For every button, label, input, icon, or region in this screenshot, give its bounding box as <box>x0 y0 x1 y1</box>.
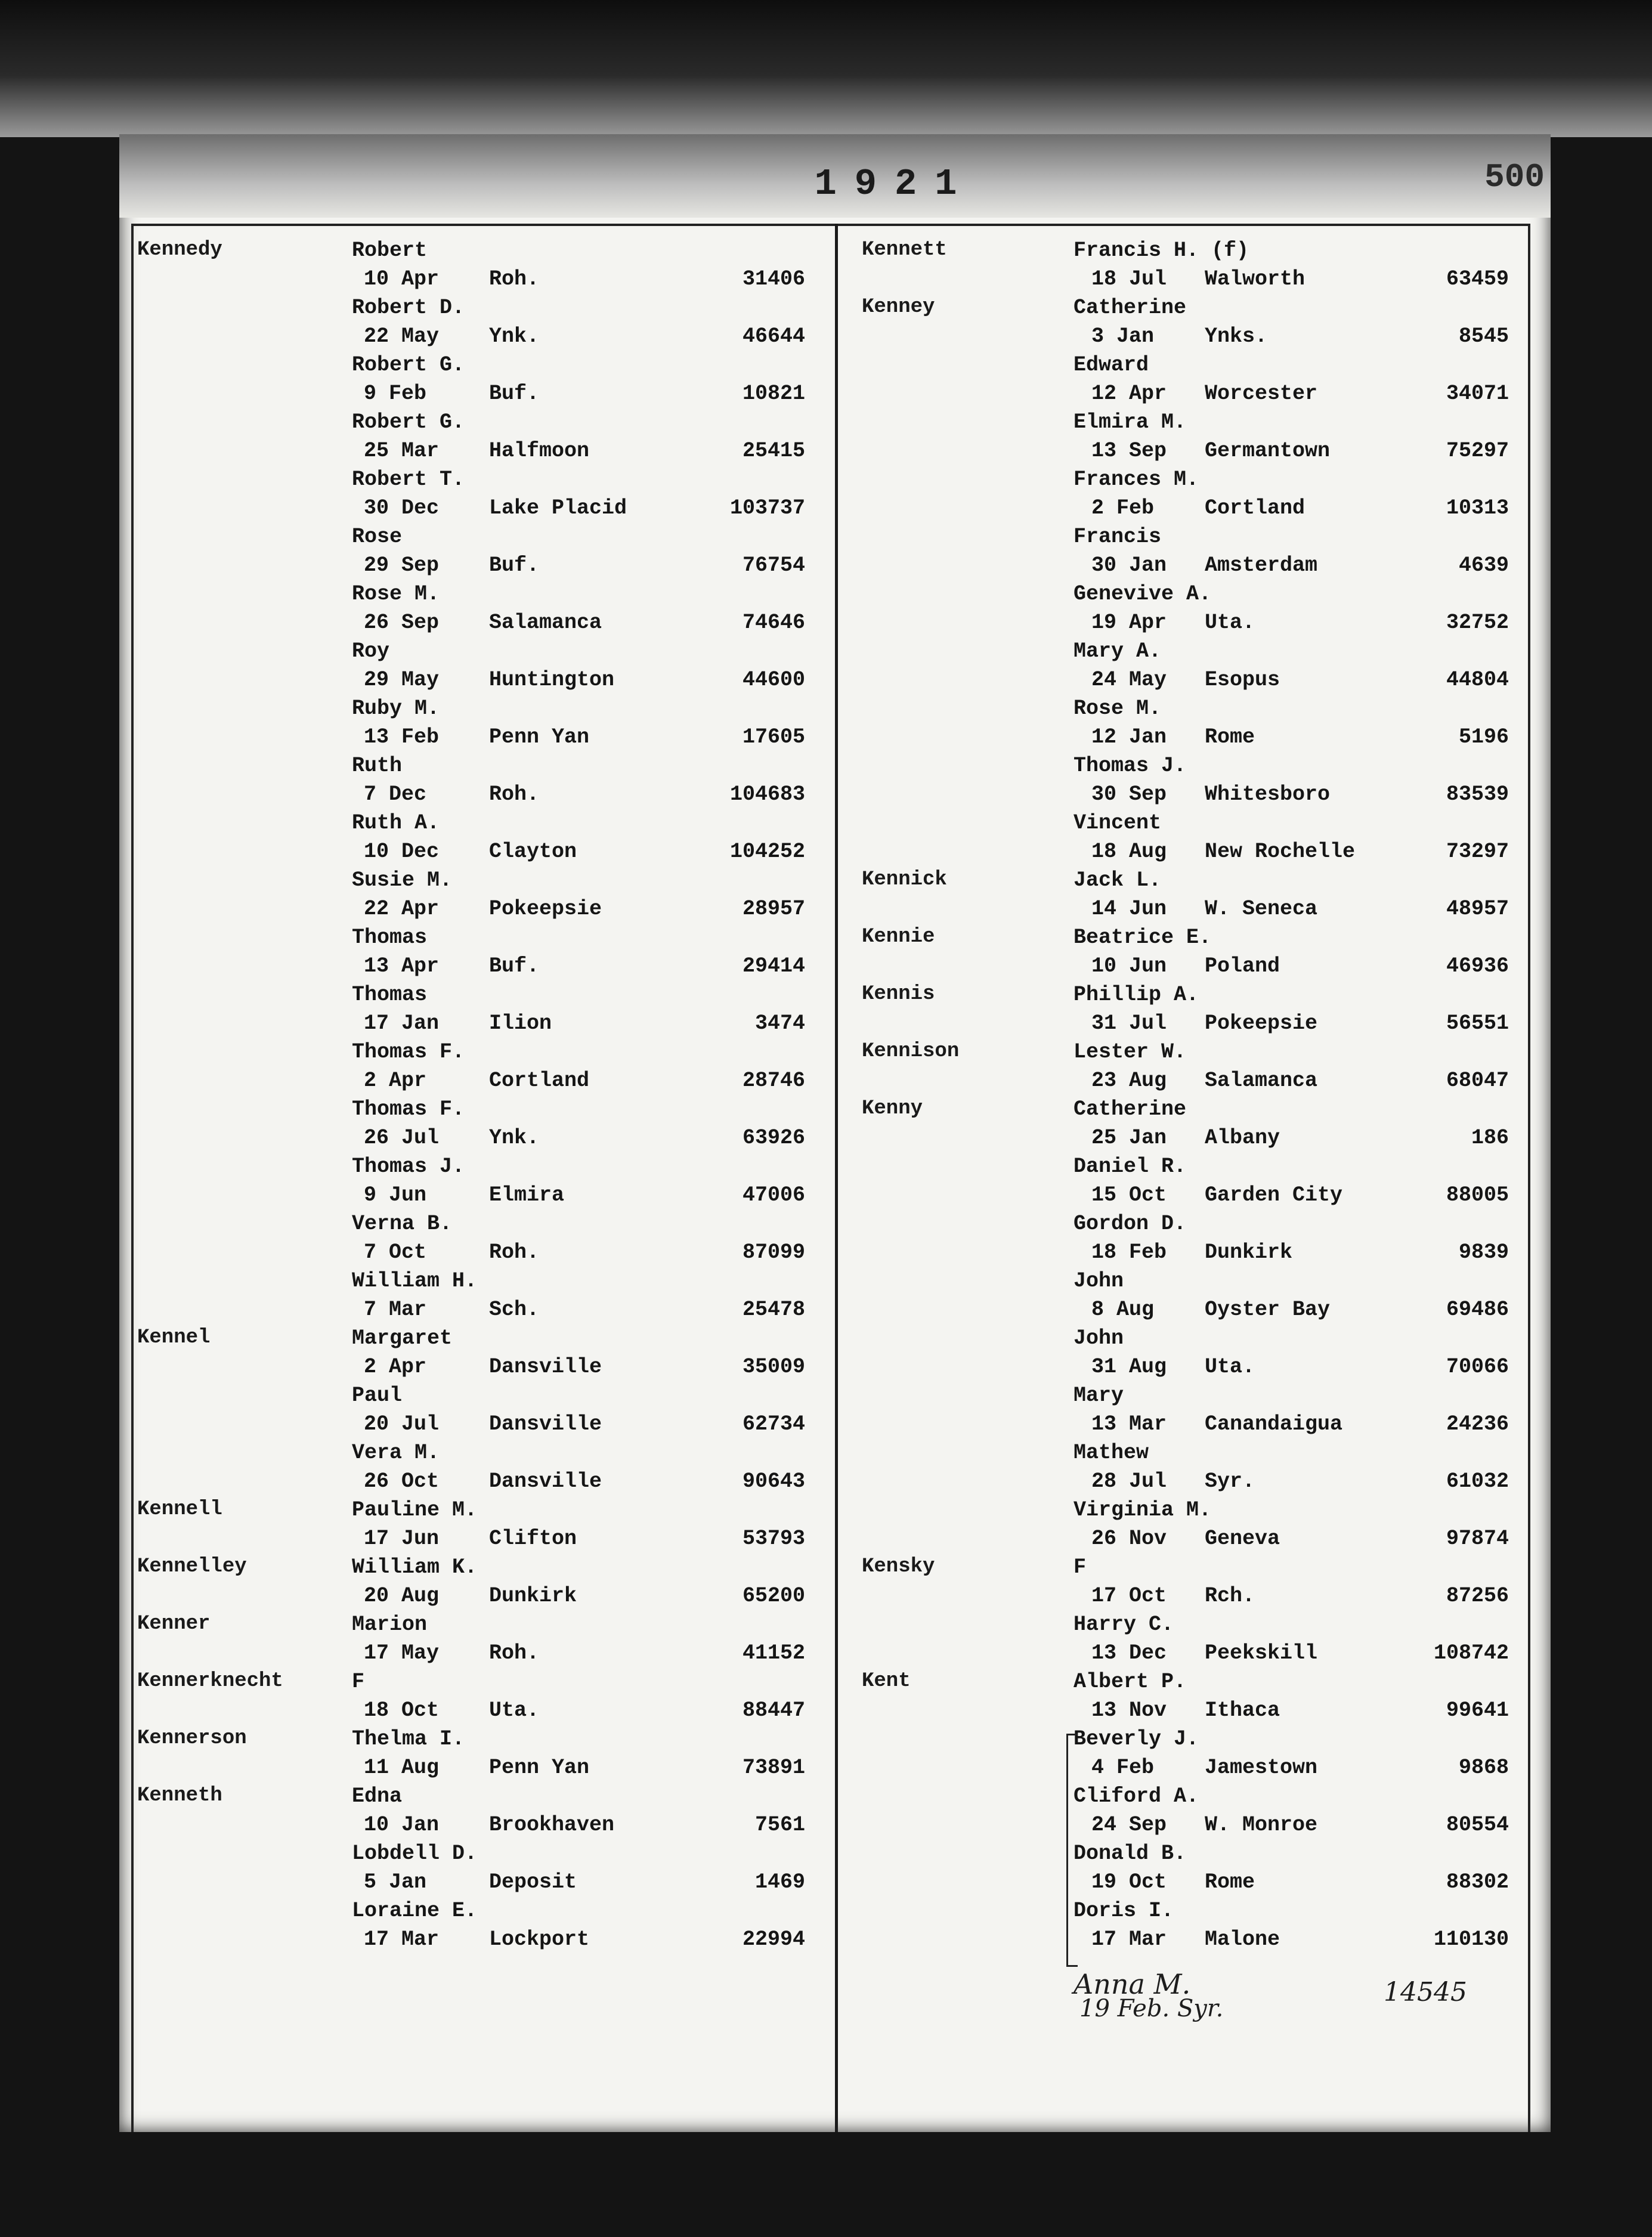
record-date: 10 Dec <box>364 840 440 864</box>
surname-label: Kennel <box>137 1326 211 1349</box>
certificate-number: 80554 <box>1446 1813 1509 1837</box>
surname-label: Kennerson <box>137 1727 247 1750</box>
given-name: Beverly J. <box>1074 1727 1199 1751</box>
given-name: Francis <box>1074 525 1162 549</box>
given-name: Thomas F. <box>352 1097 465 1121</box>
certificate-number: 97874 <box>1446 1527 1509 1551</box>
given-name: Marion <box>352 1613 428 1636</box>
record-place: Penn Yan <box>489 725 590 749</box>
record-date: 26 Jul <box>364 1126 440 1150</box>
record-date: 26 Nov <box>1091 1527 1167 1551</box>
record-date: 22 May <box>364 324 440 348</box>
handwritten-bracket <box>1066 1734 1078 1967</box>
certificate-number: 186 <box>1471 1126 1509 1150</box>
surname-label: Kennison <box>862 1040 960 1063</box>
record-place: Esopus <box>1205 668 1280 692</box>
record-place: Rome <box>1205 725 1255 749</box>
surname-label: Kenner <box>137 1613 211 1635</box>
record-date: 5 Jan <box>364 1870 427 1894</box>
certificate-number: 28957 <box>742 897 805 921</box>
handwritten-name: Anna M. <box>1074 1968 1191 2000</box>
record-date: 29 Sep <box>364 553 440 577</box>
record-place: Albany <box>1205 1126 1280 1150</box>
certificate-number: 70066 <box>1446 1355 1509 1379</box>
record-date: 26 Oct <box>364 1469 440 1493</box>
record-place: Dansville <box>489 1412 602 1436</box>
record-place: Roh. <box>489 1240 540 1264</box>
record-place: Roh. <box>489 267 540 291</box>
record-date: 20 Aug <box>364 1584 440 1608</box>
record-place: Halfmoon <box>489 439 590 463</box>
record-date: 7 Dec <box>364 782 427 806</box>
certificate-number: 110130 <box>1433 1927 1509 1951</box>
certificate-number: 63459 <box>1446 267 1509 291</box>
record-place: Rch. <box>1205 1584 1255 1608</box>
index-page <box>119 134 1551 2132</box>
certificate-number: 75297 <box>1446 439 1509 463</box>
given-name: Jack L. <box>1074 868 1162 892</box>
certificate-number: 76754 <box>742 553 805 577</box>
given-name: Edna <box>352 1784 403 1808</box>
record-date: 9 Feb <box>364 382 427 406</box>
certificate-number: 24236 <box>1446 1412 1509 1436</box>
record-place: Syr. <box>1205 1469 1255 1493</box>
certificate-number: 73891 <box>742 1756 805 1780</box>
given-name: Lester W. <box>1074 1040 1187 1064</box>
certificate-number: 87099 <box>742 1240 805 1264</box>
handwritten-number: 14545 <box>1384 1977 1467 2007</box>
given-name: William H. <box>352 1269 478 1293</box>
page-number: 500 <box>1484 158 1545 196</box>
certificate-number: 25478 <box>742 1298 805 1322</box>
certificate-number: 88447 <box>742 1698 805 1722</box>
given-name: Harry C. <box>1074 1613 1174 1636</box>
record-date: 2 Apr <box>364 1355 427 1379</box>
given-name: Mathew <box>1074 1441 1149 1465</box>
certificate-number: 68047 <box>1446 1069 1509 1093</box>
given-name: John <box>1074 1269 1124 1293</box>
record-place: Huntington <box>489 668 615 692</box>
record-date: 13 Nov <box>1091 1698 1167 1722</box>
given-name: William K. <box>352 1555 478 1579</box>
certificate-number: 29414 <box>742 954 805 978</box>
certificate-number: 61032 <box>1446 1469 1509 1493</box>
record-date: 17 Oct <box>1091 1584 1167 1608</box>
given-name: Catherine <box>1074 296 1187 320</box>
given-name: Mary A. <box>1074 639 1162 663</box>
record-date: 25 Jan <box>1091 1126 1167 1150</box>
record-date: 7 Oct <box>364 1240 427 1264</box>
page-frame-right <box>1528 224 1530 2132</box>
record-date: 13 Sep <box>1091 439 1167 463</box>
record-date: 8 Aug <box>1091 1298 1155 1322</box>
surname-label: Kennelley <box>137 1555 247 1578</box>
record-date: 3 Jan <box>1091 324 1155 348</box>
surname-label: Kennerknecht <box>137 1670 283 1693</box>
certificate-number: 48957 <box>1446 897 1509 921</box>
given-name: Donald B. <box>1074 1842 1187 1865</box>
given-name: John <box>1074 1326 1124 1350</box>
page-frame-left <box>131 224 134 2132</box>
record-date: 28 Jul <box>1091 1469 1167 1493</box>
certificate-number: 7561 <box>754 1813 805 1837</box>
record-date: 4 Feb <box>1091 1756 1155 1780</box>
record-place: Penn Yan <box>489 1756 590 1780</box>
surname-label: Kent <box>862 1670 911 1693</box>
given-name: Susie M. <box>352 868 453 892</box>
record-place: Ithaca <box>1205 1698 1280 1722</box>
record-date: 24 May <box>1091 668 1167 692</box>
given-name: Roy <box>352 639 390 663</box>
certificate-number: 5196 <box>1458 725 1509 749</box>
given-name: F <box>352 1670 365 1694</box>
record-place: Cortland <box>489 1069 590 1093</box>
given-name: Genevive A. <box>1074 582 1212 606</box>
record-date: 29 May <box>364 668 440 692</box>
record-place: Peekskill <box>1205 1641 1318 1665</box>
record-date: 31 Jul <box>1091 1011 1167 1035</box>
certificate-number: 41152 <box>742 1641 805 1665</box>
record-date: 13 Apr <box>364 954 440 978</box>
surname-label: Kennis <box>862 983 935 1005</box>
surname-label: Kenny <box>862 1097 923 1120</box>
certificate-number: 10313 <box>1446 496 1509 520</box>
record-place: Malone <box>1205 1927 1280 1951</box>
record-place: Worcester <box>1205 382 1318 406</box>
record-place: Rome <box>1205 1870 1255 1894</box>
record-place: Ynks. <box>1205 324 1268 348</box>
certificate-number: 88302 <box>1446 1870 1509 1894</box>
certificate-number: 10821 <box>742 382 805 406</box>
surname-label: Kensky <box>862 1555 935 1578</box>
certificate-number: 46936 <box>1446 954 1509 978</box>
certificate-number: 73297 <box>1446 840 1509 864</box>
given-name: Lobdell D. <box>352 1842 478 1865</box>
given-name: Doris I. <box>1074 1899 1174 1923</box>
given-name: Paul <box>352 1384 403 1407</box>
record-date: 30 Jan <box>1091 553 1167 577</box>
given-name: Robert G. <box>352 353 465 377</box>
record-place: Sch. <box>489 1298 540 1322</box>
certificate-number: 74646 <box>742 611 805 635</box>
certificate-number: 9868 <box>1458 1756 1509 1780</box>
certificate-number: 90643 <box>742 1469 805 1493</box>
record-place: Ilion <box>489 1011 552 1035</box>
record-place: Roh. <box>489 782 540 806</box>
given-name: Thomas J. <box>352 1155 465 1178</box>
page-year: 1921 <box>814 163 975 205</box>
surname-label: Kenney <box>862 296 935 318</box>
record-place: Deposit <box>489 1870 577 1894</box>
given-name: Albert P. <box>1074 1670 1187 1694</box>
record-date: 18 Jul <box>1091 267 1167 291</box>
record-date: 18 Oct <box>364 1698 440 1722</box>
record-date: 22 Apr <box>364 897 440 921</box>
record-place: Uta. <box>1205 611 1255 635</box>
certificate-number: 88005 <box>1446 1183 1509 1207</box>
record-place: Germantown <box>1205 439 1331 463</box>
record-place: Walworth <box>1205 267 1305 291</box>
record-date: 2 Feb <box>1091 496 1155 520</box>
given-name: Thomas <box>352 983 428 1007</box>
record-date: 10 Apr <box>364 267 440 291</box>
record-place: Brookhaven <box>489 1813 615 1837</box>
record-place: Lake Placid <box>489 496 627 520</box>
given-name: Margaret <box>352 1326 453 1350</box>
record-date: 17 Mar <box>1091 1927 1167 1951</box>
record-date: 11 Aug <box>364 1756 440 1780</box>
given-name: Thelma I. <box>352 1727 465 1751</box>
record-date: 9 Jun <box>364 1183 427 1207</box>
certificate-number: 44600 <box>742 668 805 692</box>
record-place: New Rochelle <box>1205 840 1356 864</box>
given-name: Edward <box>1074 353 1149 377</box>
record-date: 13 Mar <box>1091 1412 1167 1436</box>
given-name: Rose M. <box>352 582 440 606</box>
record-date: 17 Mar <box>364 1927 440 1951</box>
record-place: Oyster Bay <box>1205 1298 1331 1322</box>
given-name: Ruby M. <box>352 697 440 720</box>
record-date: 13 Feb <box>364 725 440 749</box>
surname-label: Kennedy <box>137 239 222 261</box>
certificate-number: 53793 <box>742 1527 805 1551</box>
record-date: 10 Jan <box>364 1813 440 1837</box>
record-place: Ynk. <box>489 1126 540 1150</box>
record-date: 20 Jul <box>364 1412 440 1436</box>
certificate-number: 25415 <box>742 439 805 463</box>
certificate-number: 104252 <box>729 840 805 864</box>
given-name: Ruth A. <box>352 811 440 835</box>
certificate-number: 1469 <box>754 1870 805 1894</box>
given-name: Virginia M. <box>1074 1498 1212 1522</box>
given-name: Robert G. <box>352 410 465 434</box>
certificate-number: 17605 <box>742 725 805 749</box>
surname-label: Kennick <box>862 868 947 891</box>
record-date: 12 Apr <box>1091 382 1167 406</box>
record-place: Elmira <box>489 1183 565 1207</box>
surname-label: Kennie <box>862 926 935 948</box>
certificate-number: 62734 <box>742 1412 805 1436</box>
certificate-number: 3474 <box>754 1011 805 1035</box>
certificate-number: 34071 <box>1446 382 1509 406</box>
record-date: 25 Mar <box>364 439 440 463</box>
certificate-number: 28746 <box>742 1069 805 1093</box>
certificate-number: 108742 <box>1433 1641 1509 1665</box>
record-place: Garden City <box>1205 1183 1343 1207</box>
given-name: Rose <box>352 525 403 549</box>
certificate-number: 22994 <box>742 1927 805 1951</box>
given-name: Gordon D. <box>1074 1212 1187 1236</box>
record-date: 19 Apr <box>1091 611 1167 635</box>
record-date: 30 Sep <box>1091 782 1167 806</box>
certificate-number: 104683 <box>729 782 805 806</box>
given-name: Mary <box>1074 1384 1124 1407</box>
record-place: Clayton <box>489 840 577 864</box>
record-place: Buf. <box>489 553 540 577</box>
record-place: Jamestown <box>1205 1756 1318 1780</box>
record-place: Buf. <box>489 954 540 978</box>
record-date: 17 May <box>364 1641 440 1665</box>
given-name: Pauline M. <box>352 1498 478 1522</box>
page-frame-top <box>131 224 1530 226</box>
given-name: Rose M. <box>1074 697 1162 720</box>
record-date: 24 Sep <box>1091 1813 1167 1837</box>
record-place: Whitesboro <box>1205 782 1331 806</box>
record-place: Pokeepsie <box>1205 1011 1318 1035</box>
given-name: Vera M. <box>352 1441 440 1465</box>
record-place: Dansville <box>489 1469 602 1493</box>
given-name: Loraine E. <box>352 1899 478 1923</box>
certificate-number: 65200 <box>742 1584 805 1608</box>
record-place: Amsterdam <box>1205 553 1318 577</box>
record-place: W. Seneca <box>1205 897 1318 921</box>
record-place: Uta. <box>1205 1355 1255 1379</box>
given-name: Robert D. <box>352 296 465 320</box>
given-name: Thomas <box>352 926 428 949</box>
record-place: Dunkirk <box>1205 1240 1293 1264</box>
given-name: Ruth <box>352 754 403 778</box>
given-name: Robert T. <box>352 468 465 491</box>
record-place: Uta. <box>489 1698 540 1722</box>
given-name: Francis H. (f) <box>1074 239 1249 262</box>
record-date: 30 Dec <box>364 496 440 520</box>
record-place: Geneva <box>1205 1527 1280 1551</box>
given-name: Verna B. <box>352 1212 453 1236</box>
record-place: Lockport <box>489 1927 590 1951</box>
record-place: Ynk. <box>489 324 540 348</box>
record-date: 7 Mar <box>364 1298 427 1322</box>
record-place: Poland <box>1205 954 1280 978</box>
given-name: Thomas J. <box>1074 754 1187 778</box>
record-place: Canandaigua <box>1205 1412 1343 1436</box>
certificate-number: 103737 <box>729 496 805 520</box>
record-place: Salamanca <box>489 611 602 635</box>
certificate-number: 56551 <box>1446 1011 1509 1035</box>
record-place: Dunkirk <box>489 1584 577 1608</box>
certificate-number: 44804 <box>1446 668 1509 692</box>
certificate-number: 31406 <box>742 267 805 291</box>
given-name: Cliford A. <box>1074 1784 1199 1808</box>
certificate-number: 47006 <box>742 1183 805 1207</box>
certificate-number: 69486 <box>1446 1298 1509 1322</box>
certificate-number: 35009 <box>742 1355 805 1379</box>
given-name: Elmira M. <box>1074 410 1187 434</box>
given-name: Daniel R. <box>1074 1155 1187 1178</box>
record-place: Salamanca <box>1205 1069 1318 1093</box>
surname-label: Kenneth <box>137 1784 222 1807</box>
given-name: Phillip A. <box>1074 983 1199 1007</box>
handwritten-date-place: 19 Feb. Syr. <box>1079 1995 1224 2022</box>
given-name: Thomas F. <box>352 1040 465 1064</box>
record-place: Clifton <box>489 1527 577 1551</box>
record-date: 17 Jan <box>364 1011 440 1035</box>
record-place: Pokeepsie <box>489 897 602 921</box>
given-name: Robert <box>352 239 428 262</box>
column-divider <box>835 224 838 2132</box>
record-place: W. Monroe <box>1205 1813 1318 1837</box>
record-place: Cortland <box>1205 496 1305 520</box>
given-name: Beatrice E. <box>1074 926 1212 949</box>
record-date: 14 Jun <box>1091 897 1167 921</box>
scan-dark-border <box>0 0 1652 137</box>
record-date: 17 Jun <box>364 1527 440 1551</box>
certificate-number: 8545 <box>1458 324 1509 348</box>
record-date: 12 Jan <box>1091 725 1167 749</box>
record-date: 13 Dec <box>1091 1641 1167 1665</box>
record-date: 18 Aug <box>1091 840 1167 864</box>
surname-label: Kennett <box>862 239 947 261</box>
record-date: 18 Feb <box>1091 1240 1167 1264</box>
record-date: 19 Oct <box>1091 1870 1167 1894</box>
certificate-number: 87256 <box>1446 1584 1509 1608</box>
certificate-number: 9839 <box>1458 1240 1509 1264</box>
record-date: 2 Apr <box>364 1069 427 1093</box>
certificate-number: 99641 <box>1446 1698 1509 1722</box>
record-date: 15 Oct <box>1091 1183 1167 1207</box>
given-name: Catherine <box>1074 1097 1187 1121</box>
given-name: F <box>1074 1555 1087 1579</box>
record-place: Buf. <box>489 382 540 406</box>
record-date: 10 Jun <box>1091 954 1167 978</box>
record-date: 26 Sep <box>364 611 440 635</box>
given-name: Vincent <box>1074 811 1162 835</box>
given-name: Frances M. <box>1074 468 1199 491</box>
record-place: Dansville <box>489 1355 602 1379</box>
record-date: 31 Aug <box>1091 1355 1167 1379</box>
certificate-number: 32752 <box>1446 611 1509 635</box>
surname-label: Kennell <box>137 1498 222 1521</box>
certificate-number: 46644 <box>742 324 805 348</box>
certificate-number: 83539 <box>1446 782 1509 806</box>
certificate-number: 4639 <box>1458 553 1509 577</box>
record-place: Roh. <box>489 1641 540 1665</box>
record-date: 23 Aug <box>1091 1069 1167 1093</box>
certificate-number: 63926 <box>742 1126 805 1150</box>
